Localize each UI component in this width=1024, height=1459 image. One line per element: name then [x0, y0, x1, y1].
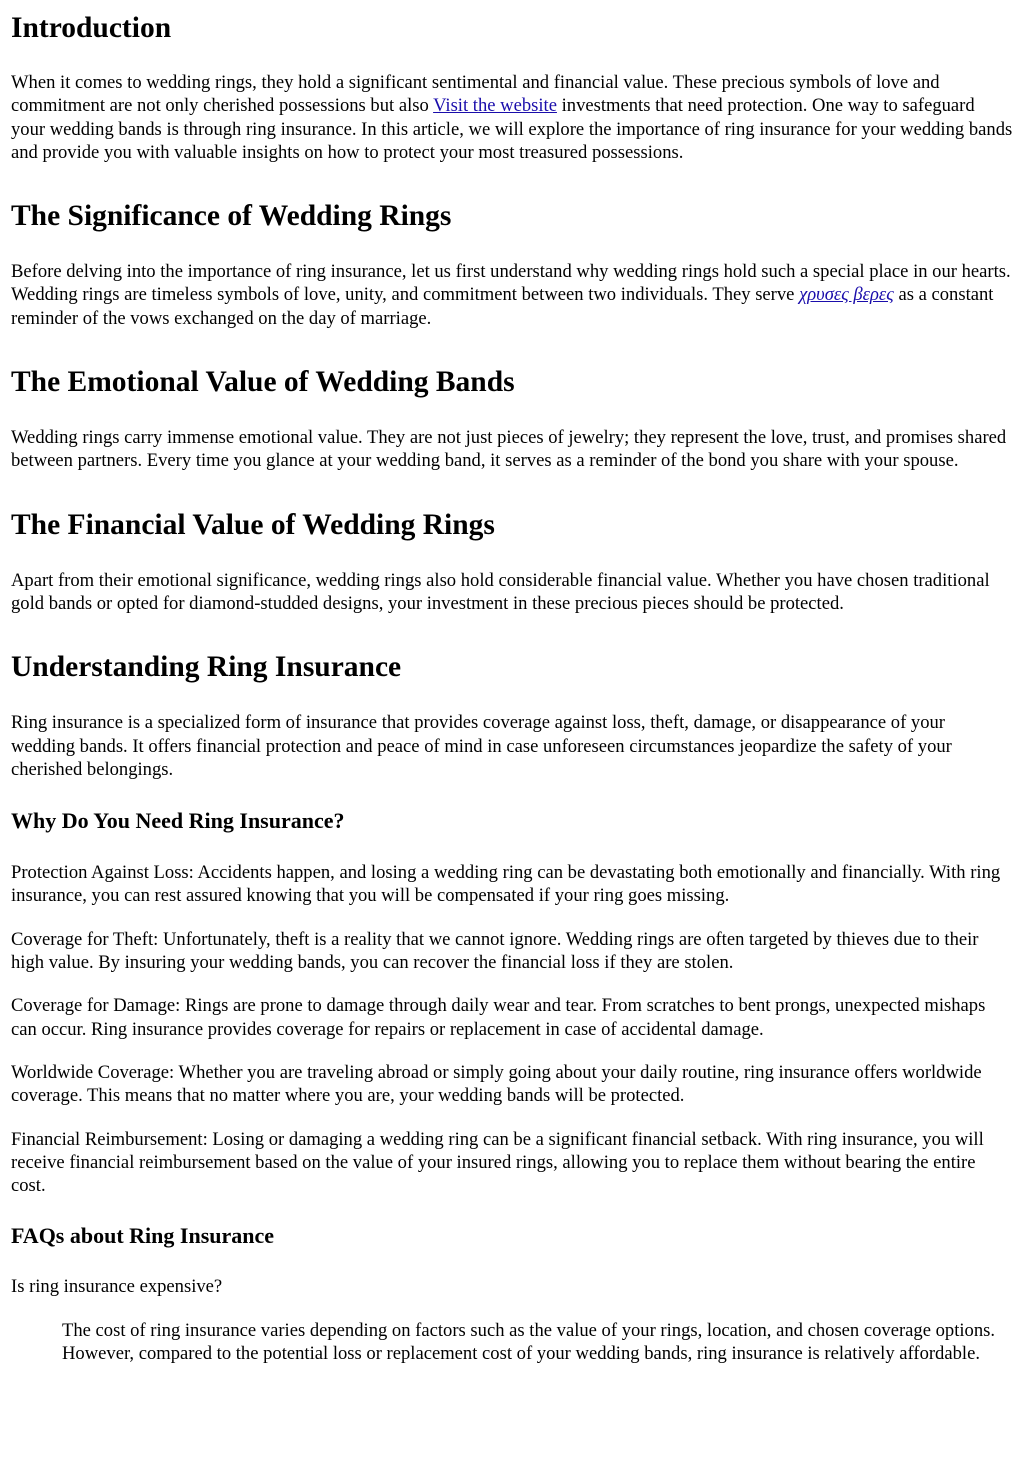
- emotional-value-heading: The Emotional Value of Wedding Bands: [11, 366, 515, 399]
- intro-paragraph: [11, 71, 1013, 164]
- visit-website-link[interactable]: Visit the website: [433, 95, 557, 117]
- financial-value-heading: The Financial Value of Wedding Rings: [11, 508, 495, 541]
- reason-loss-paragraph: Protection Against Loss: Accidents happen, and losing a wedding ring can be devastating both emotionally and financially. With ring insurance, you can rest assured knowing that you will be compensated if your ring goes missing.: [11, 862, 1001, 907]
- why-need-insurance-heading: Why Do You Need Ring Insurance?: [11, 808, 345, 834]
- significance-text-after-link: as a constant reminder of the vows exchanged on the day of marriage.: [11, 284, 994, 329]
- understanding-paragraph: Ring insurance is a specialized form of insurance that provides coverage against loss, theft, damage, or disappearance of your wedding bands. It offers financial protection and peace of mind in case unforeseen circumstances jeopardize the safety of your cherished belongings.: [11, 712, 952, 780]
- reason-worldwide-paragraph: Worldwide Coverage: Whether you are traveling abroad or simply going about your daily routine, ring insurance offers worldwide coverage. This means that no matter where you are, your wedding bands will be protected.: [11, 1061, 982, 1107]
- significance-heading: The Significance of Wedding Rings: [11, 200, 452, 233]
- faq-question: Is ring insurance expensive?: [11, 1276, 223, 1298]
- significance-text-before-link: Before delving into the importance of ring insurance, let us first understand why wedding rings hold such a special place in our hearts. Wedding rings are timeless symbols of love, unity, and commitment between two individuals. They serve: [11, 261, 1011, 306]
- reason-damage-paragraph: Coverage for Damage: Rings are prone to damage through daily wear and tear. From scratches to bent prongs, unexpected mishaps can occur. Ring insurance provides coverage for repairs or replacement in case of accidental damage.: [11, 995, 986, 1040]
- intro-text-before-link: When it comes to wedding rings, they hold a significant sentimental and financial value. These precious symbols of love and commitment are not only cherished possessions but also: [11, 72, 940, 117]
- greek-rings-link[interactable]: χρυσες βερες: [799, 284, 894, 306]
- significance-paragraph: [11, 260, 1013, 330]
- understanding-heading: Understanding Ring Insurance: [11, 651, 402, 684]
- faq-answer: The cost of ring insurance varies depending on factors such as the value of your rings, location, and chosen coverage options. However, compared to the potential loss or replacement cost of your wedding bands, ring insurance is relatively affordable.: [62, 1319, 996, 1365]
- intro-text-after-link: investments that need protection. One way to safeguard your wedding bands is through ring insurance. In this article, we will explore the importance of ring insurance for your wedding bands and provide you with valuable insights on how to protect your most treasured possessions.: [11, 95, 1013, 163]
- financial-value-paragraph: Apart from their emotional significance, wedding rings also hold considerable financial value. Whether you have chosen traditional gold bands or opted for diamond-studded designs, your investment in these precious pieces should be protected.: [11, 569, 990, 614]
- intro-heading: Introduction: [11, 12, 172, 44]
- reason-theft-paragraph: Coverage for Theft: Unfortunately, theft is a reality that we cannot ignore. Wedding rings are often targeted by thieves due to their high value. By insuring your wedding bands, you can recover the financial loss if they are stolen.: [11, 928, 979, 974]
- article: [0, 11, 1024, 1365]
- reason-reimbursement-paragraph: Financial Reimbursement: Losing or damaging a wedding ring can be a significant financial setback. With ring insurance, you will receive financial reimbursement based on the value of your insured rings, allowing you to replace them without bearing the entire cost.: [11, 1128, 984, 1197]
- faqs-heading: FAQs about Ring Insurance: [11, 1223, 275, 1249]
- emotional-value-paragraph: Wedding rings carry immense emotional value. They are not just pieces of jewelry; they represent the love, trust, and promises shared between partners. Every time you glance at your wedding band, it serves as a reminder of the bond you share with your spouse.: [11, 427, 1007, 472]
